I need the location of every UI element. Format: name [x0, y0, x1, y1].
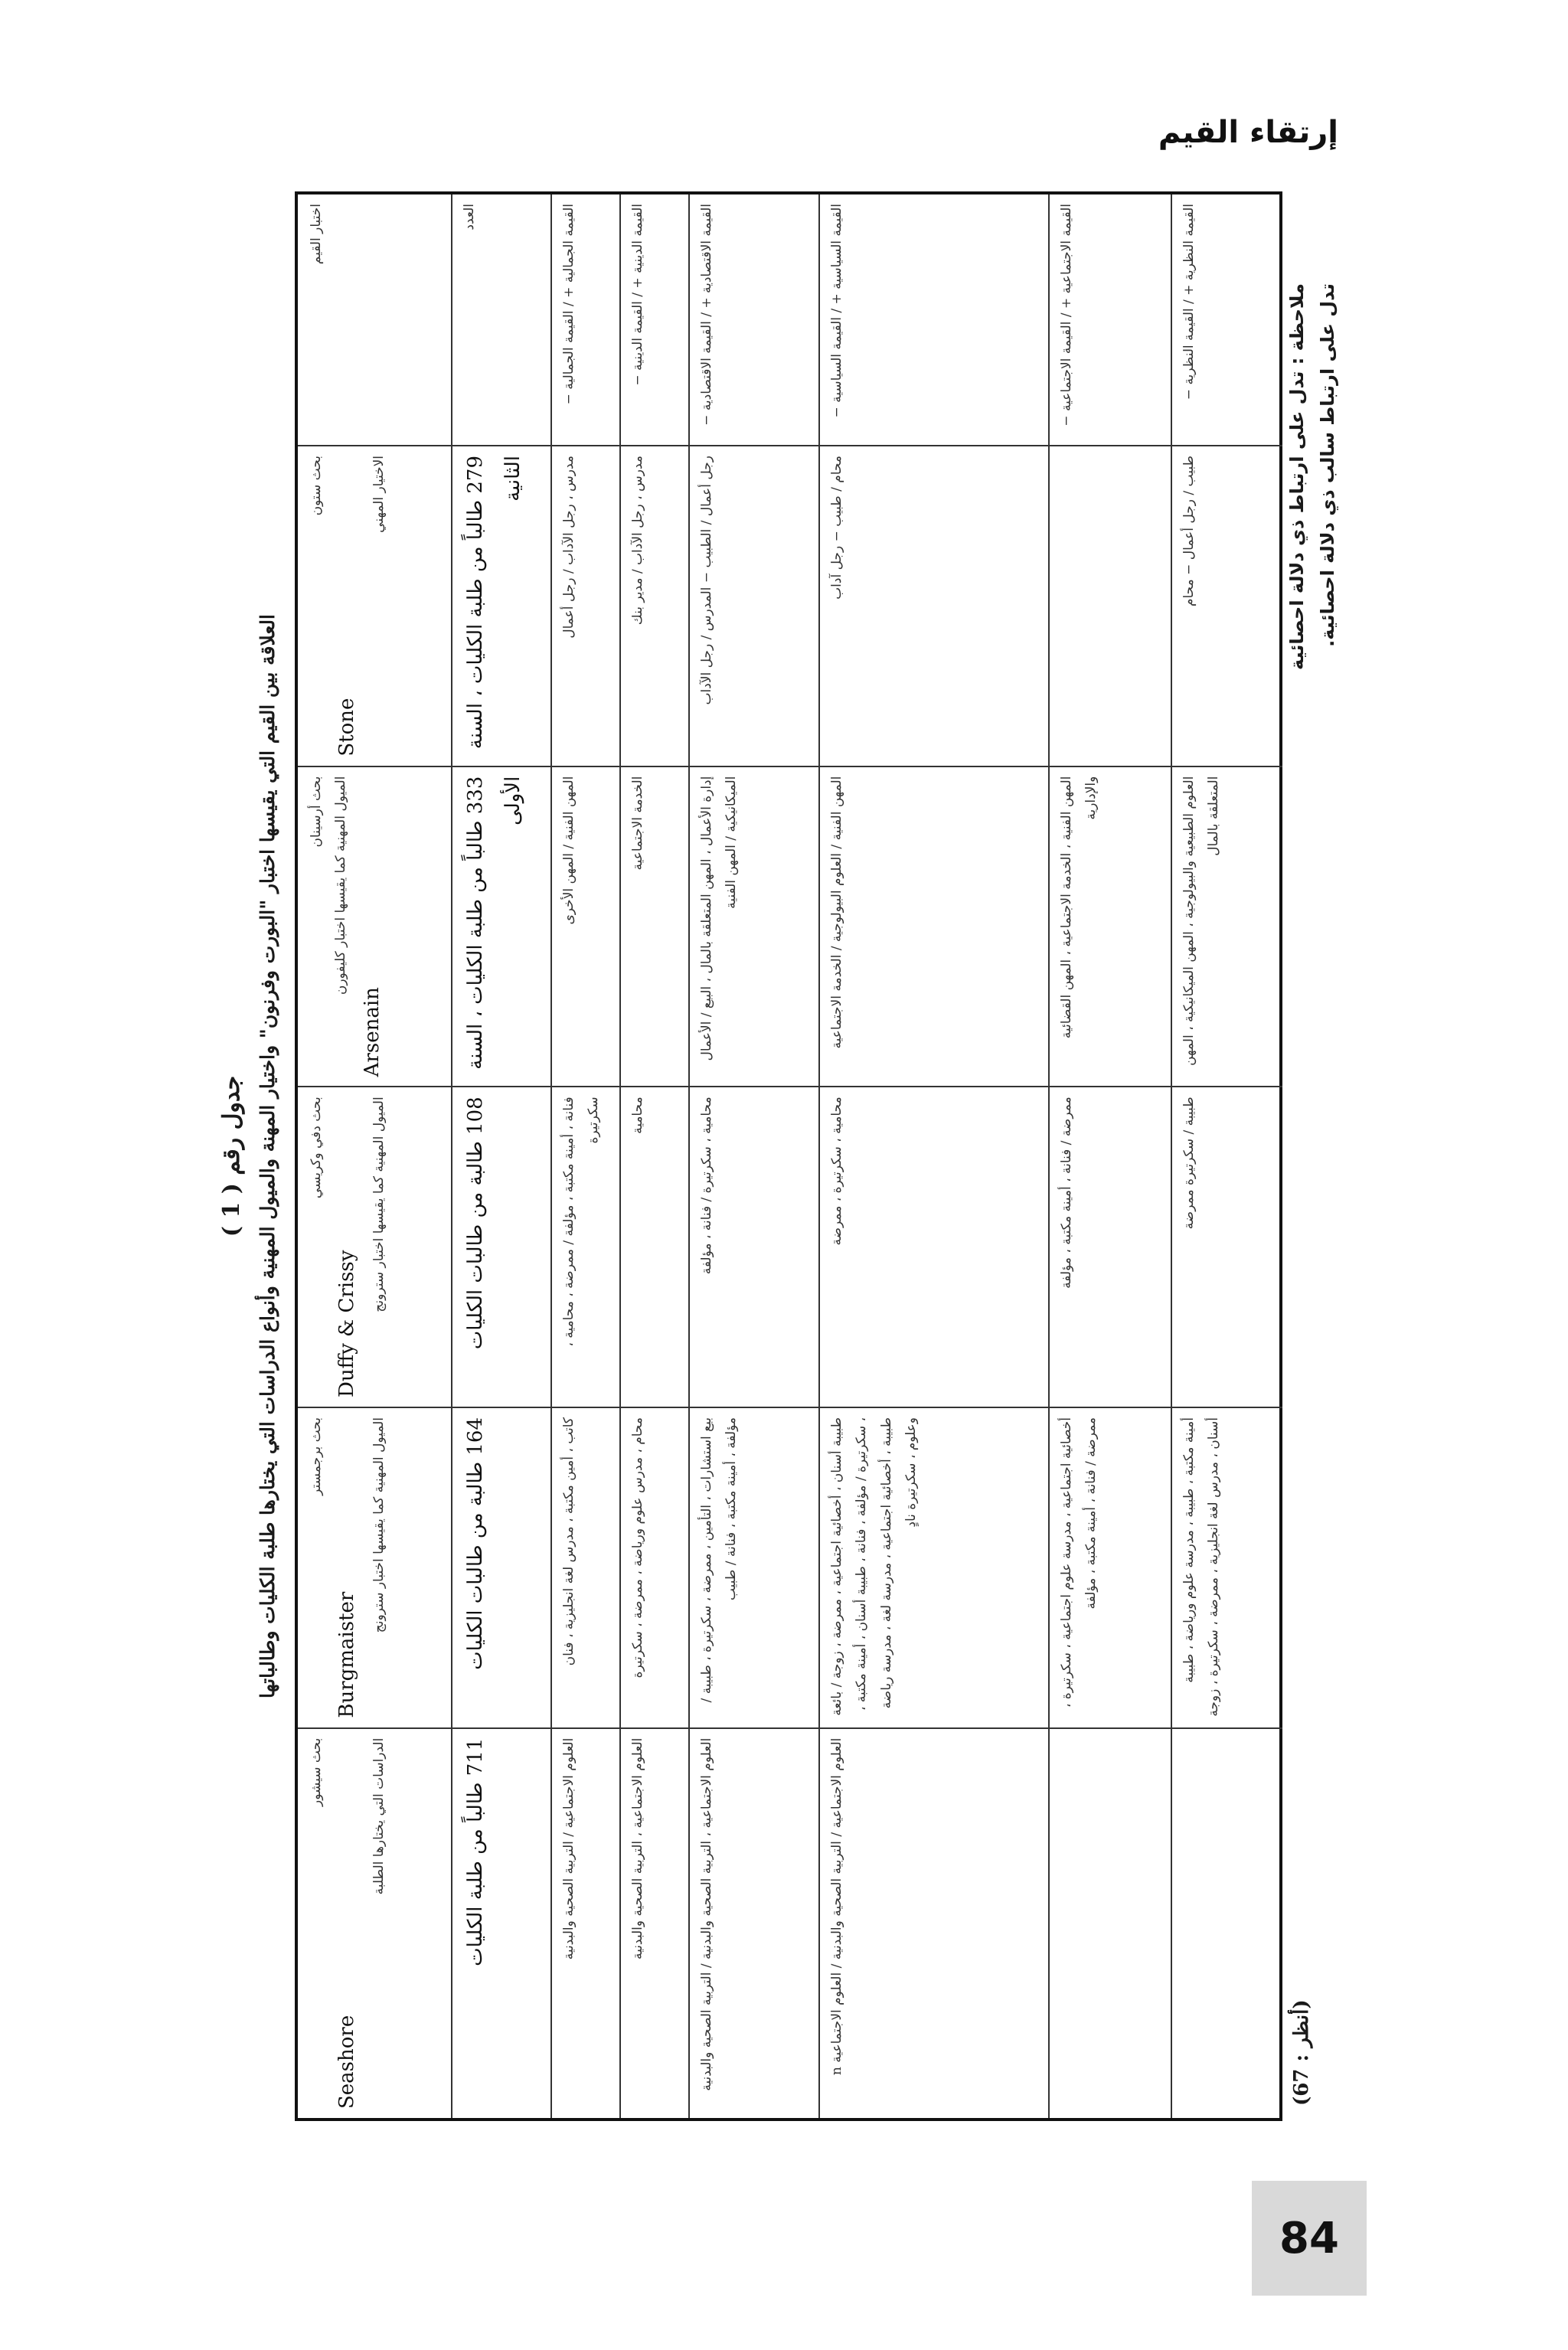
burg-cell: كاتب ، أمين مكتبة ، مدرس لغة انجليزية ، فنان — [550, 1408, 619, 1729]
duffy-cell: محامية — [619, 1087, 688, 1408]
table-number: جدول رقم ( 1 ) — [218, 1075, 245, 1237]
arsenain-cell: الخدمة الاجتماعية — [619, 767, 688, 1088]
table-row — [619, 194, 690, 2118]
value-cell: القيمة الاقتصادية + / القيمة الاقتصادية − — [688, 194, 818, 446]
burg-cell: طبيبة أسنان ، أخصائية اجتماعية ، ممرضة ، زوجة / بائعة ، سكرتيرة / مؤلفة ، فنانة ، طبيبة أسنان ، أمينة مكتبة ، طبيبة ، أخصائية اجتماعية ، مدرسة لغة ، مدرسة رياضة وعلوم ، سكرتيرة نادٍ — [818, 1408, 1048, 1729]
table-row — [688, 194, 820, 2118]
stone-cell: رجل أعمال / الطبيب − المدرس / رجل الآداب — [688, 446, 818, 767]
duffy-cell: محامية ، سكرتيرة / فنانة ، مؤلفة — [688, 1087, 818, 1408]
table-header-row — [298, 194, 452, 2118]
stone-cell: مدرس ، رجل الآداب / رجل أعمال — [550, 446, 619, 767]
rotated-table-page — [218, 191, 1351, 2121]
burg-cell: أخصائية اجتماعية ، مدرسة علوم اجتماعية ، سكرتيرة ، ممرضة / فنانة ، أمينة مكتبة ، مؤلفة — [1048, 1408, 1171, 1729]
note-label: ملاحظة : — [1286, 283, 1308, 365]
table-caption: العلاقة بين القيم التي يقيسها اختبار "البورت وفرنون" واختيار المهنة والميول المهنية وأنواع الدراسات التي يختارها طلبة الكليات وطالباتها — [256, 614, 279, 1698]
values-table — [295, 191, 1282, 2121]
header-duffy-cell: بحث دفي وكريسي Duffy & Crissy الميول المهنية كما يقيسها اختبار سترونج — [298, 1087, 451, 1408]
seashore-cell — [1048, 1729, 1171, 2118]
seashore-cell: العلوم الاجتماعية / التربية الصحية والبدنية / العلوم الاجتماعية n — [829, 1737, 844, 2076]
duffy-cell: فنانة ، أمينة مكتبة ، مؤلفة / ممرضة ، محامية ، سكرتيرة — [550, 1087, 619, 1408]
count-arsenain-cell: 333 طالباً من طلبة الكليات ، السنة الأولى — [451, 767, 550, 1088]
duffy-cell: طبيبة / سكرتيرة ممرضة — [1171, 1087, 1282, 1408]
header-stone-cell: بحث ستون Stone الاختيار المهني — [298, 446, 451, 767]
arsenain-cell: إدارة الأعمال ، المهن المتعلقة بالمال ، البيع / الأعمال الميكانيكية / المهن الفنية — [688, 767, 818, 1088]
burg-cell: محام ، مدرس علوم ورياضة ، ممرضة ، سكرتيرة — [619, 1408, 688, 1729]
arsenain-cell: المهن الفنية ، الخدمة الاجتماعية ، المهن القضائية والإدارية — [1048, 767, 1171, 1088]
arsenain-cell: العلوم الطبيعية والبيولوجية ، المهن الميكانيكية ، المهن المتعلقة بالمال — [1171, 767, 1282, 1088]
seashore-cell: العلوم الاجتماعية ، التربية الصحية والبدنية / التربية الصحية والبدنية — [699, 1737, 714, 2091]
value-cell: القيمة السياسية + / القيمة السياسية − — [818, 194, 1048, 446]
count-seashore-cell: 711 طالباً من طلبة الكليات — [464, 1737, 487, 1966]
chapter-title: إرتقاء القيم — [1158, 115, 1338, 150]
header-arsenain-cell: بحث أرسينان الميول المهنية كما يقيسها اختبار كليفورن Arsenain — [298, 767, 451, 1088]
stone-cell: طبيب / رجل أعمال − محام — [1171, 446, 1282, 767]
page-number: 84 — [1252, 2181, 1367, 2296]
count-stone-cell: 279 طالباً من طلبة الكليات ، السنة الثانية — [451, 446, 550, 767]
header-values-cell: اختبار القيم — [298, 194, 451, 446]
note-line-2 — [1317, 191, 1338, 2121]
count-burg-cell: 164 طالبة من طالبات الكليات — [451, 1408, 550, 1729]
seashore-cell — [1171, 1729, 1282, 2118]
arsenain-cell: المهن الفنية / المهن الأخرى — [550, 767, 619, 1088]
stone-cell — [1048, 446, 1171, 767]
header-seashore-cell: بحث سيشور Seashore الدراسات التي يختارها الطلبة — [309, 1737, 387, 2110]
stone-cell: مدرس ، رجل الآداب / مدير بنك — [619, 446, 688, 767]
burg-cell: أمينة مكتبة ، طبيبة ، مدرسة علوم ورياضة ، طبيبة أسنان ، مدرس لغة انجليزية ، ممرضة ، سكرتيرة ، زوجة — [1171, 1408, 1282, 1729]
count-label-cell: العدد — [451, 194, 550, 446]
reference-note: (أنظر : 67) — [1290, 1999, 1313, 2106]
table-row — [818, 194, 1050, 2118]
value-cell: القيمة الدينية + / القيمة الدينية − — [619, 194, 688, 446]
count-duffy-cell: 108 طالبة من طالبات الكليات — [451, 1087, 550, 1408]
burg-cell: بيع استشارات ، التأمين ، ممرضة ، سكرتيرة ، طبيبة / مؤلفة ، أمينة مكتبة ، فنانة / طبيب — [688, 1408, 818, 1729]
table-row — [1048, 194, 1172, 2118]
value-cell: القيمة النظرية + / القيمة النظرية − — [1171, 194, 1282, 446]
value-cell: القيمة الجمالية + / القيمة الجمالية − — [550, 194, 619, 446]
duffy-cell: ممرضة / فنانة ، أمينة مكتبة ، مؤلفة — [1048, 1087, 1171, 1408]
header-burg-cell: بحث برجمستر Burgmaister الميول المهنية كما يقيسها اختبار سترونج — [298, 1408, 451, 1729]
seashore-cell: العلوم الاجتماعية ، التربية الصحية والبدنية — [630, 1737, 645, 1960]
table-row — [1171, 194, 1282, 2118]
value-cell: القيمة الاجتماعية + / القيمة الاجتماعية − — [1048, 194, 1171, 446]
table-count-row — [451, 194, 552, 2118]
table-row — [550, 194, 621, 2118]
stone-cell: محام / طبيب − رجل آداب — [818, 446, 1048, 767]
note-negative: تدل على ارتباط سالب ذي دلالة احصائية. — [1317, 283, 1338, 647]
note-line-1 — [1286, 191, 1308, 2121]
seashore-cell: العلوم الاجتماعية / التربية الصحية والبدنية — [561, 1737, 577, 1960]
arsenain-cell: المهن الفنية / العلوم البيولوجية / الخدمة الاجتماعية — [818, 767, 1048, 1088]
note-positive: تدل على ارتباط ذي دلالة احصائية — [1286, 371, 1308, 670]
duffy-cell: محامية ، سكرتيرة ، ممرضة — [818, 1087, 1048, 1408]
